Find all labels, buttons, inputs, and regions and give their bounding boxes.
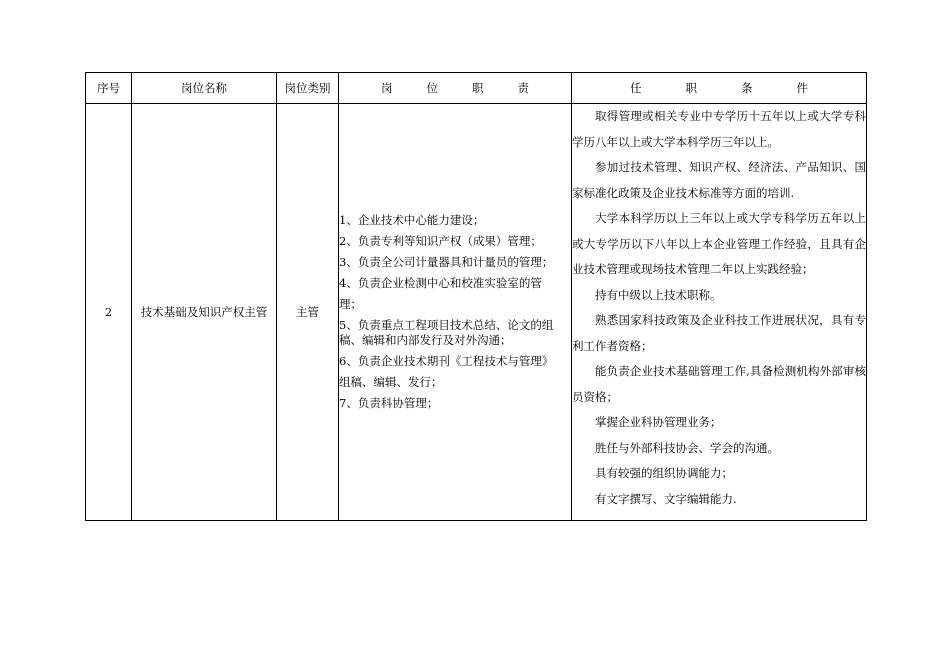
requirement-paragraph: 参加过技术管理、知识产权、经济法、产品知识、国家标准化政策及企业技术标准等方面的培训. — [572, 160, 866, 200]
cell-requirements — [572, 104, 867, 521]
header-row — [86, 73, 867, 104]
requirement-paragraph: 胜任与外部科技协会、学会的沟通。 — [595, 440, 779, 455]
header-duties-char: 职 — [472, 81, 484, 95]
requirement-paragraph: 具有较强的组织协调能力； — [595, 466, 733, 480]
duty-line: 2、负责专利等知识产权（成果）管理； — [339, 234, 542, 248]
header-position-name: 岗位名称 — [132, 73, 277, 104]
requirement-paragraph: 掌握企业科协管理业务； — [595, 415, 722, 429]
duty-line: 6、负责企业技术期刊《工程技术与管理》 — [339, 354, 554, 368]
duty-line: 7、负责科协管理； — [339, 396, 439, 410]
duty-line: 4、负责企业检测中心和校准实验室的管 — [339, 276, 542, 290]
header-duties — [339, 73, 572, 104]
requirement-paragraph: 持有中级以上技术职称。 — [595, 287, 722, 302]
requirement-paragraph: 熟悉国家科技政策及企业科技工作进展状况，具有专利工作者资格； — [572, 313, 866, 353]
job-description-table — [85, 72, 867, 521]
header-duties-char: 位 — [426, 81, 438, 95]
duty-line: 组稿、编辑、发行； — [339, 375, 443, 389]
table-row — [86, 104, 867, 521]
cell-duties — [339, 104, 572, 521]
requirement-paragraph: 取得管理或相关专业中专学历十五年以上或大学专科学历八年以上或大学本科学历三年以上。 — [572, 109, 866, 149]
cell-index: 2 — [86, 104, 132, 521]
duty-line: 理； — [339, 297, 362, 311]
requirement-paragraph: 有文字撰写、文字编辑能力. — [595, 491, 737, 506]
header-requirements-char: 职 — [685, 81, 697, 95]
requirement-paragraph: 能负责企业技术基础管理工作,具备检测机构外部审核员资格； — [572, 364, 866, 404]
duty-line: 稿、编辑和内部发行及对外沟通； — [339, 333, 512, 347]
cell-position-type: 主管 — [277, 104, 339, 521]
header-position-type: 岗位类别 — [277, 73, 339, 104]
header-requirements-char: 条 — [741, 81, 753, 95]
header-duties-char: 岗 — [381, 81, 393, 95]
header-requirements-char: 任 — [630, 81, 642, 95]
header-index: 序号 — [86, 73, 132, 104]
requirement-paragraph: 大学本科学历以上三年以上或大学专科学历五年以上或大专学历以下八年以上本企业管理工作经验，且具有企业技术管理或现场技术管理二年以上实践经验； — [572, 211, 866, 276]
cell-position-name: 技术基础及知识产权主管 — [132, 104, 277, 521]
header-requirements-char: 件 — [796, 81, 808, 95]
duty-line: 5、负责重点工程项目技术总结、论文的组 — [339, 318, 554, 332]
duty-line: 3、负责全公司计量器具和计量员的管理； — [339, 255, 554, 269]
duty-line: 1、企业技术中心能力建设； — [339, 213, 485, 227]
header-requirements — [572, 73, 867, 104]
header-duties-char: 责 — [517, 81, 529, 95]
